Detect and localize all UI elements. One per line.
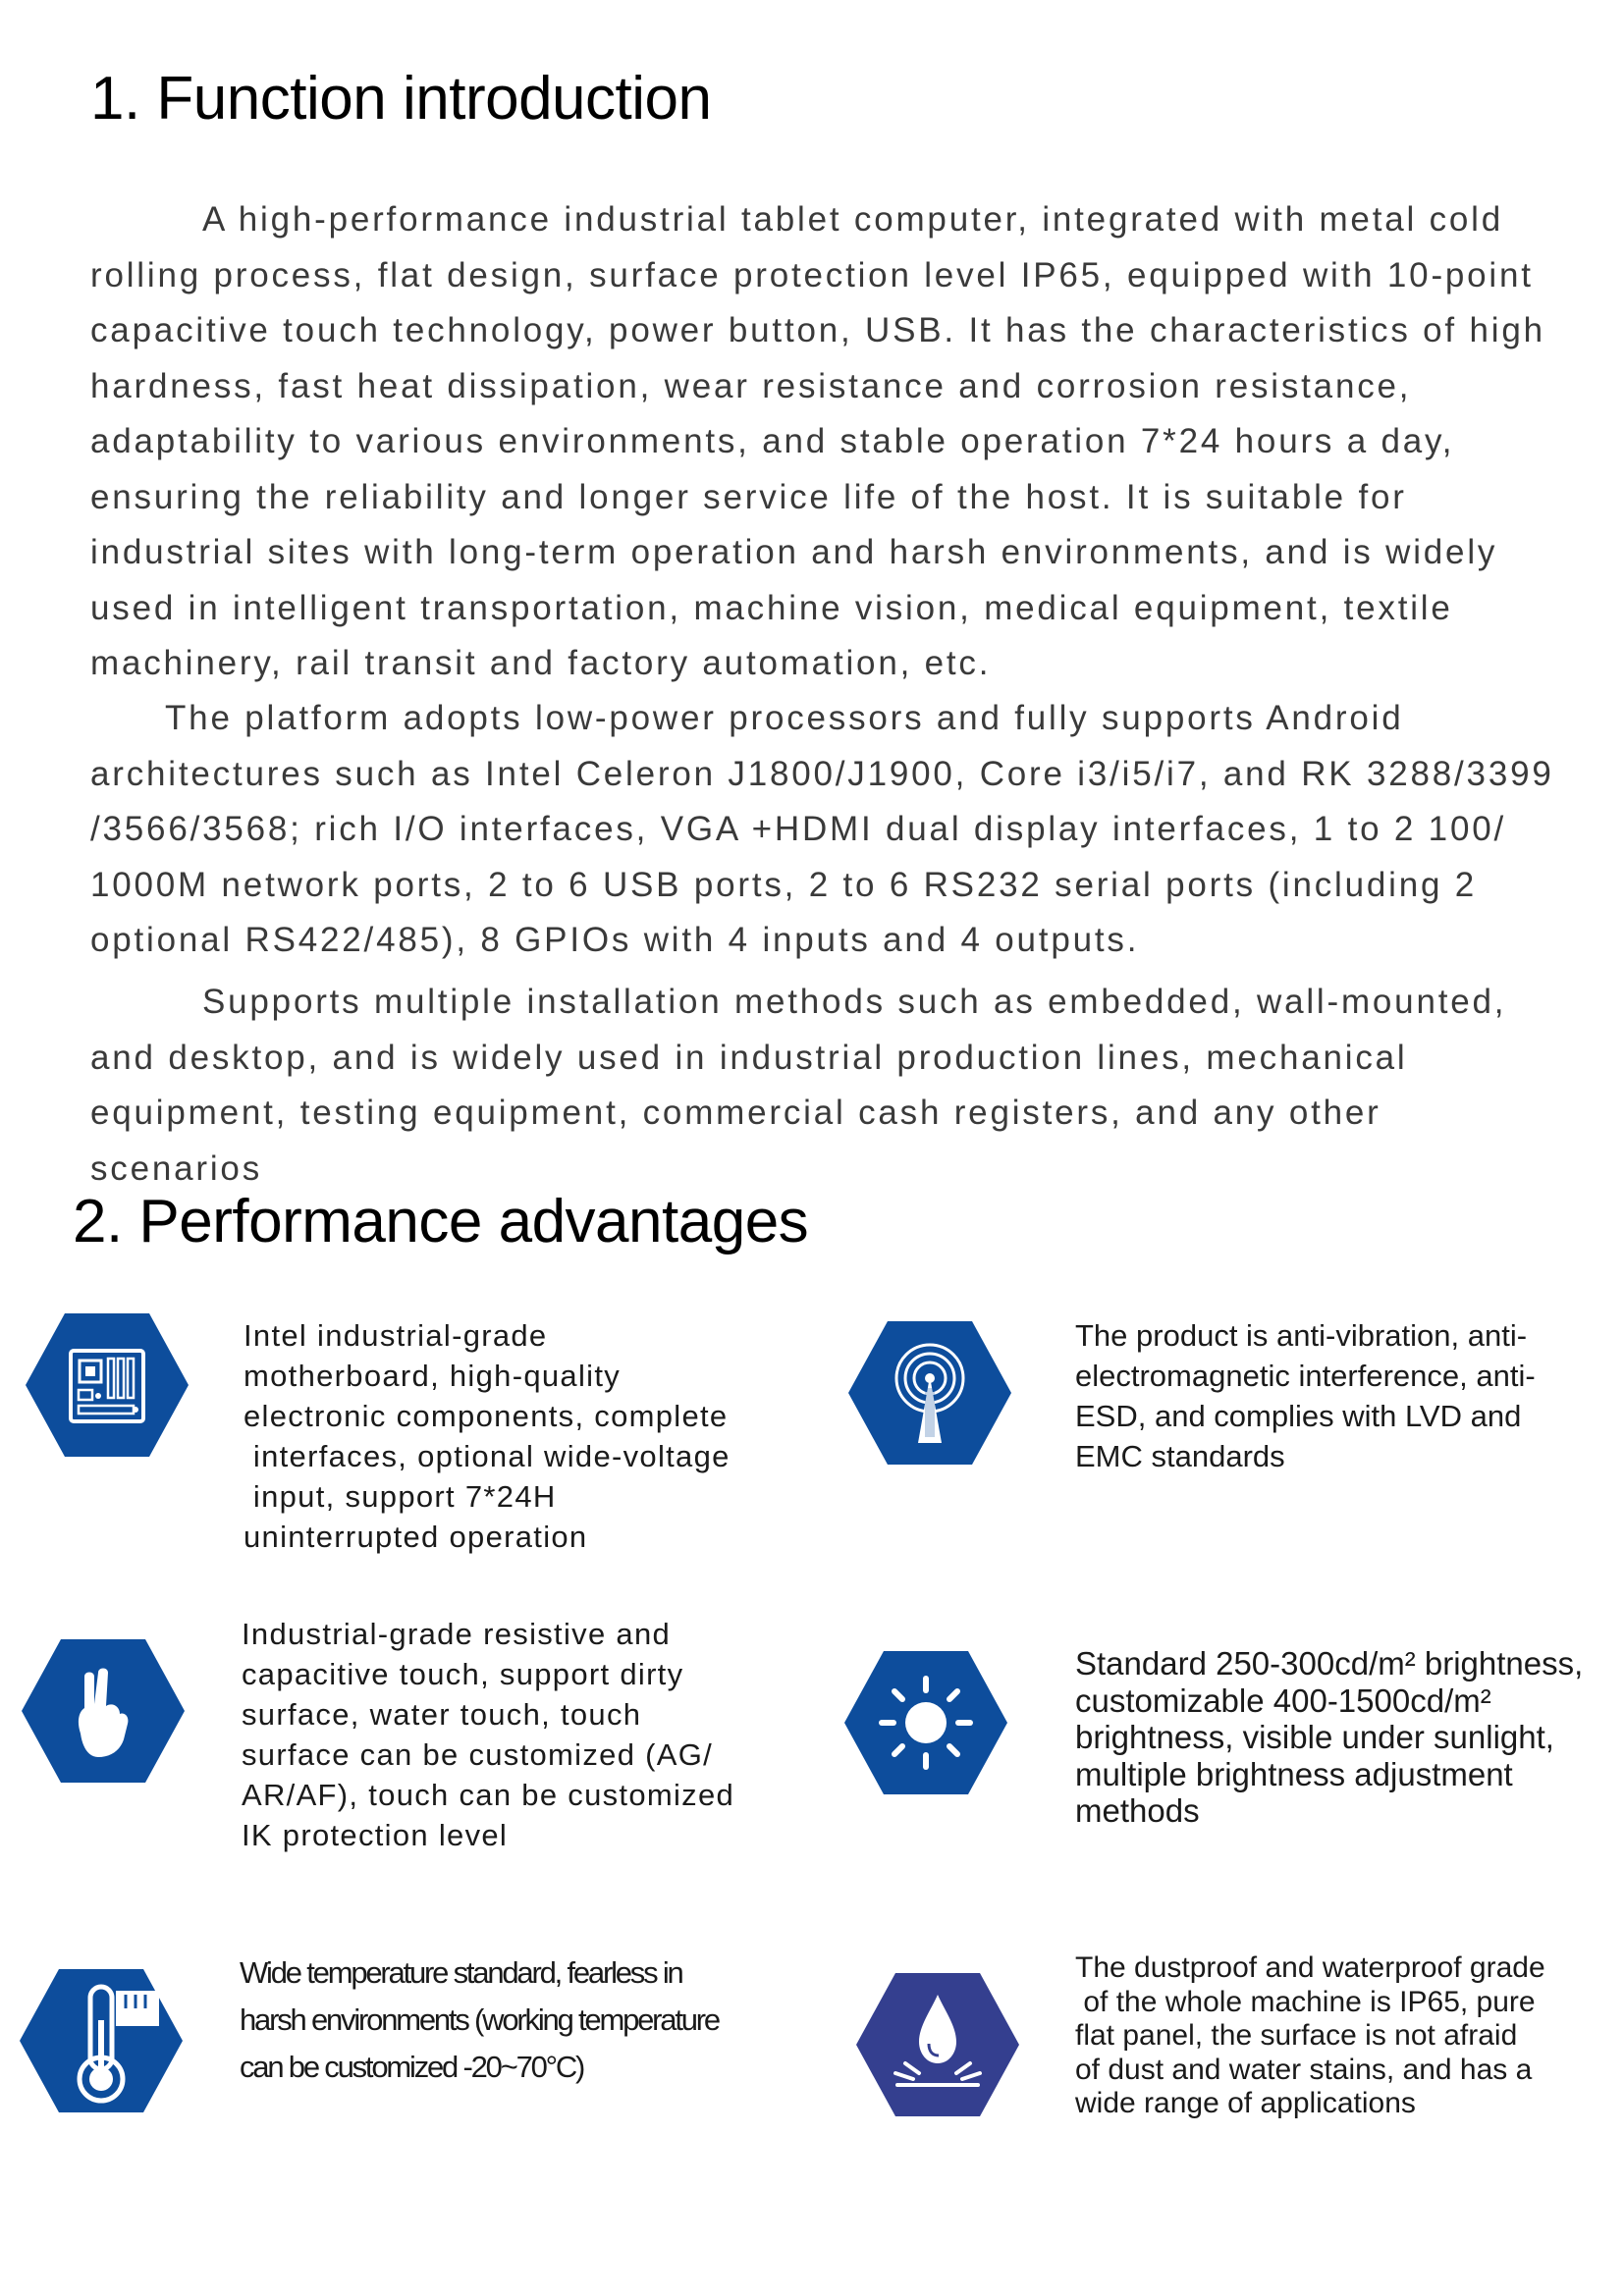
water-drop-icon	[854, 1971, 1021, 2118]
feature-line: multiple brightness adjustment	[1075, 1755, 1513, 1792]
paragraph-line: machinery, rail transit and factory automation, etc.	[90, 644, 992, 682]
feature-line: interfaces, optional wide-voltage	[244, 1439, 731, 1473]
paragraph-line: used in intelligent transportation, machine vision, medical equipment, textile	[90, 588, 1453, 627]
feature-line: of the whole machine is IP65, pure	[1075, 1985, 1536, 2018]
feature-line: IK protection level	[242, 1818, 509, 1852]
feature-line: EMC standards	[1075, 1439, 1285, 1473]
feature-line: The dustproof and waterproof grade	[1075, 1951, 1545, 1984]
paragraph-line: architectures such as Intel Celeron J1800/J1900, Core i3/i5/i7, and RK 3288/3399	[90, 754, 1554, 793]
paragraph-line: ensuring the reliability and longer service life of the host. It is suitable for	[90, 477, 1407, 516]
paragraph-line: hardness, fast heat dissipation, wear resistance and corrosion resistance,	[90, 366, 1412, 405]
feature-line: Wide temperature standard, fearless in	[240, 1955, 682, 1990]
feature-temperature-text	[240, 1949, 719, 2091]
feature-line: customizable 400-1500cd/m²	[1075, 1682, 1491, 1719]
feature-brightness-text	[1075, 1645, 1583, 1830]
feature-line: wide range of applications	[1075, 2087, 1416, 2119]
feature-line: of dust and water stains, and has a	[1075, 2053, 1533, 2086]
feature-line: motherboard, high-quality	[244, 1359, 622, 1393]
feature-line: electronic components, complete	[244, 1399, 729, 1433]
feature-line: uninterrupted operation	[244, 1520, 588, 1554]
paragraph-line: adaptability to various environments, and stable operation 7*24 hours a day,	[90, 422, 1455, 460]
paragraph-line: The platform adopts low-power processors and fully supports Android	[165, 699, 1404, 737]
feature-line: can be customized -20~70°C)	[240, 2050, 584, 2084]
feature-line: electromagnetic interference, anti-	[1075, 1359, 1536, 1393]
paragraph-line: Supports multiple installation methods such as embedded, wall-mounted,	[202, 983, 1507, 1021]
feature-line: The product is anti-vibration, anti-	[1075, 1318, 1528, 1353]
feature-line: flat panel, the surface is not afraid	[1075, 2019, 1518, 2052]
touch-hand-icon	[20, 1637, 187, 1785]
intro-paragraph-1	[90, 192, 1545, 692]
feature-line: harsh environments (working temperature	[240, 2002, 719, 2037]
feature-line: surface can be customized (AG/	[242, 1737, 714, 1772]
feature-waterproof-text	[1075, 1951, 1545, 2121]
feature-line: Industrial-grade resistive and	[242, 1617, 672, 1651]
feature-line: methods	[1075, 1792, 1200, 1829]
feature-line: AR/AF), touch can be customized	[242, 1778, 735, 1812]
paragraph-line: capacitive touch technology, power button, USB. It has the characteristics of high	[90, 311, 1545, 349]
paragraph-line: A high-performance industrial tablet computer, integrated with metal cold	[202, 200, 1503, 239]
paragraph-line: industrial sites with long-term operation and harsh environments, and is widely	[90, 533, 1498, 571]
intro-paragraph-3	[90, 975, 1506, 1197]
feature-line: surface, water touch, touch	[242, 1697, 642, 1732]
feature-line: capacitive touch, support dirty	[242, 1657, 684, 1691]
sun-brightness-icon	[842, 1649, 1009, 1796]
feature-line: Intel industrial-grade	[244, 1318, 548, 1353]
paragraph-line: /3566/3568; rich I/O interfaces, VGA +HDMI dual display interfaces, 1 to 2 100/	[90, 810, 1506, 848]
feature-line: brightness, visible under sunlight,	[1075, 1719, 1554, 1755]
feature-touch-text	[242, 1614, 734, 1855]
feature-line: Standard 250-300cd/m² brightness,	[1075, 1645, 1584, 1682]
antenna-signal-icon	[846, 1319, 1013, 1467]
section-1-heading: 1. Function introduction	[90, 65, 712, 133]
motherboard-icon	[24, 1311, 190, 1459]
paragraph-line: scenarios	[90, 1148, 262, 1188]
feature-anti-vibration-text	[1075, 1315, 1536, 1476]
feature-line: ESD, and complies with LVD and	[1075, 1399, 1522, 1433]
paragraph-line: 1000M network ports, 2 to 6 USB ports, 2 to 6 RS232 serial ports (including 2	[90, 865, 1478, 904]
thermometer-icon	[18, 1967, 185, 2114]
feature-motherboard-text	[244, 1315, 731, 1557]
feature-line: input, support 7*24H	[244, 1479, 557, 1514]
paragraph-line: and desktop, and is widely used in industrial production lines, mechanical	[90, 1038, 1408, 1077]
intro-paragraph-2	[90, 691, 1554, 969]
paragraph-line: rolling process, flat design, surface protection level IP65, equipped with 10-point	[90, 255, 1534, 294]
section-2-heading: 2. Performance advantages	[73, 1188, 809, 1255]
paragraph-line: equipment, testing equipment, commercial cash registers, and any other	[90, 1094, 1381, 1132]
paragraph-line: optional RS422/485), 8 GPIOs with 4 inputs and 4 outputs.	[90, 921, 1140, 959]
